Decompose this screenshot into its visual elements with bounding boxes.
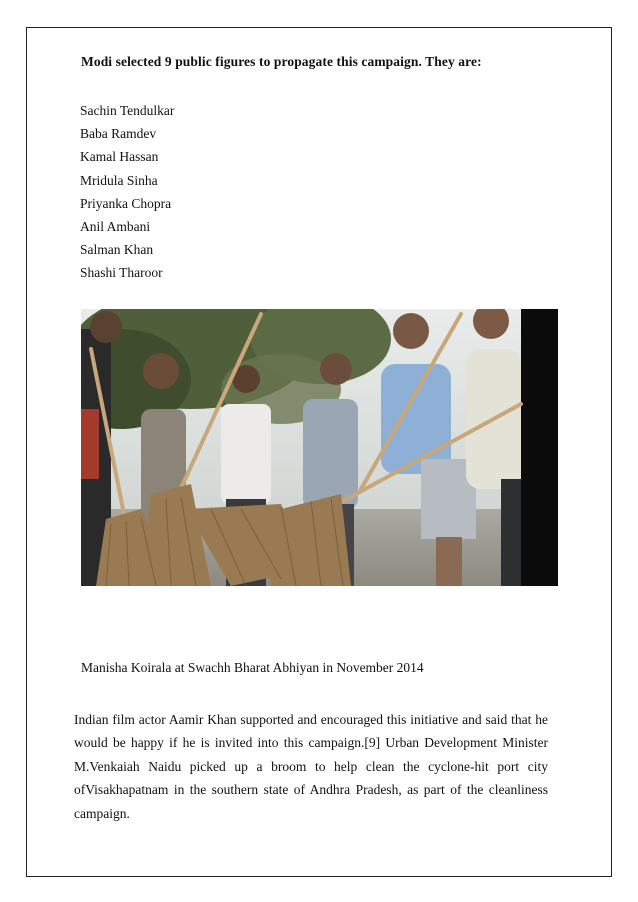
public-figures-list — [80, 99, 174, 285]
list-item: Kamal Hassan — [80, 149, 159, 165]
campaign-photo — [81, 309, 558, 586]
list-item: Shashi Tharoor — [80, 265, 163, 281]
section-heading: Modi selected 9 public figures to propagate this campaign. They are: — [81, 54, 482, 69]
list-item: Sachin Tendulkar — [80, 103, 175, 118]
photo-people-sweeping-icon — [81, 309, 558, 586]
list-item: Anil Ambani — [80, 219, 151, 235]
body-paragraph: Indian film actor Aamir Khan supported and encouraged this initiative and said that he would be happy if he is invited into this campaign.[9] Urban Development Minister M.Venkaiah Naidu picked up a broom to help clean the cyclone-hit port city ofVisakhapatnam in the southern state of Andhra Pradesh, as part of the cleanliness campaign. — [74, 712, 548, 821]
list-item: Mridula Sinha — [80, 172, 158, 188]
list-item: Salman Khan — [80, 242, 154, 258]
list-item: Baba Ramdev — [80, 126, 157, 142]
list-item: Priyanka Chopra — [80, 195, 172, 211]
photo-caption: Manisha Koirala at Swachh Bharat Abhiyan in November 2014 — [81, 660, 424, 675]
